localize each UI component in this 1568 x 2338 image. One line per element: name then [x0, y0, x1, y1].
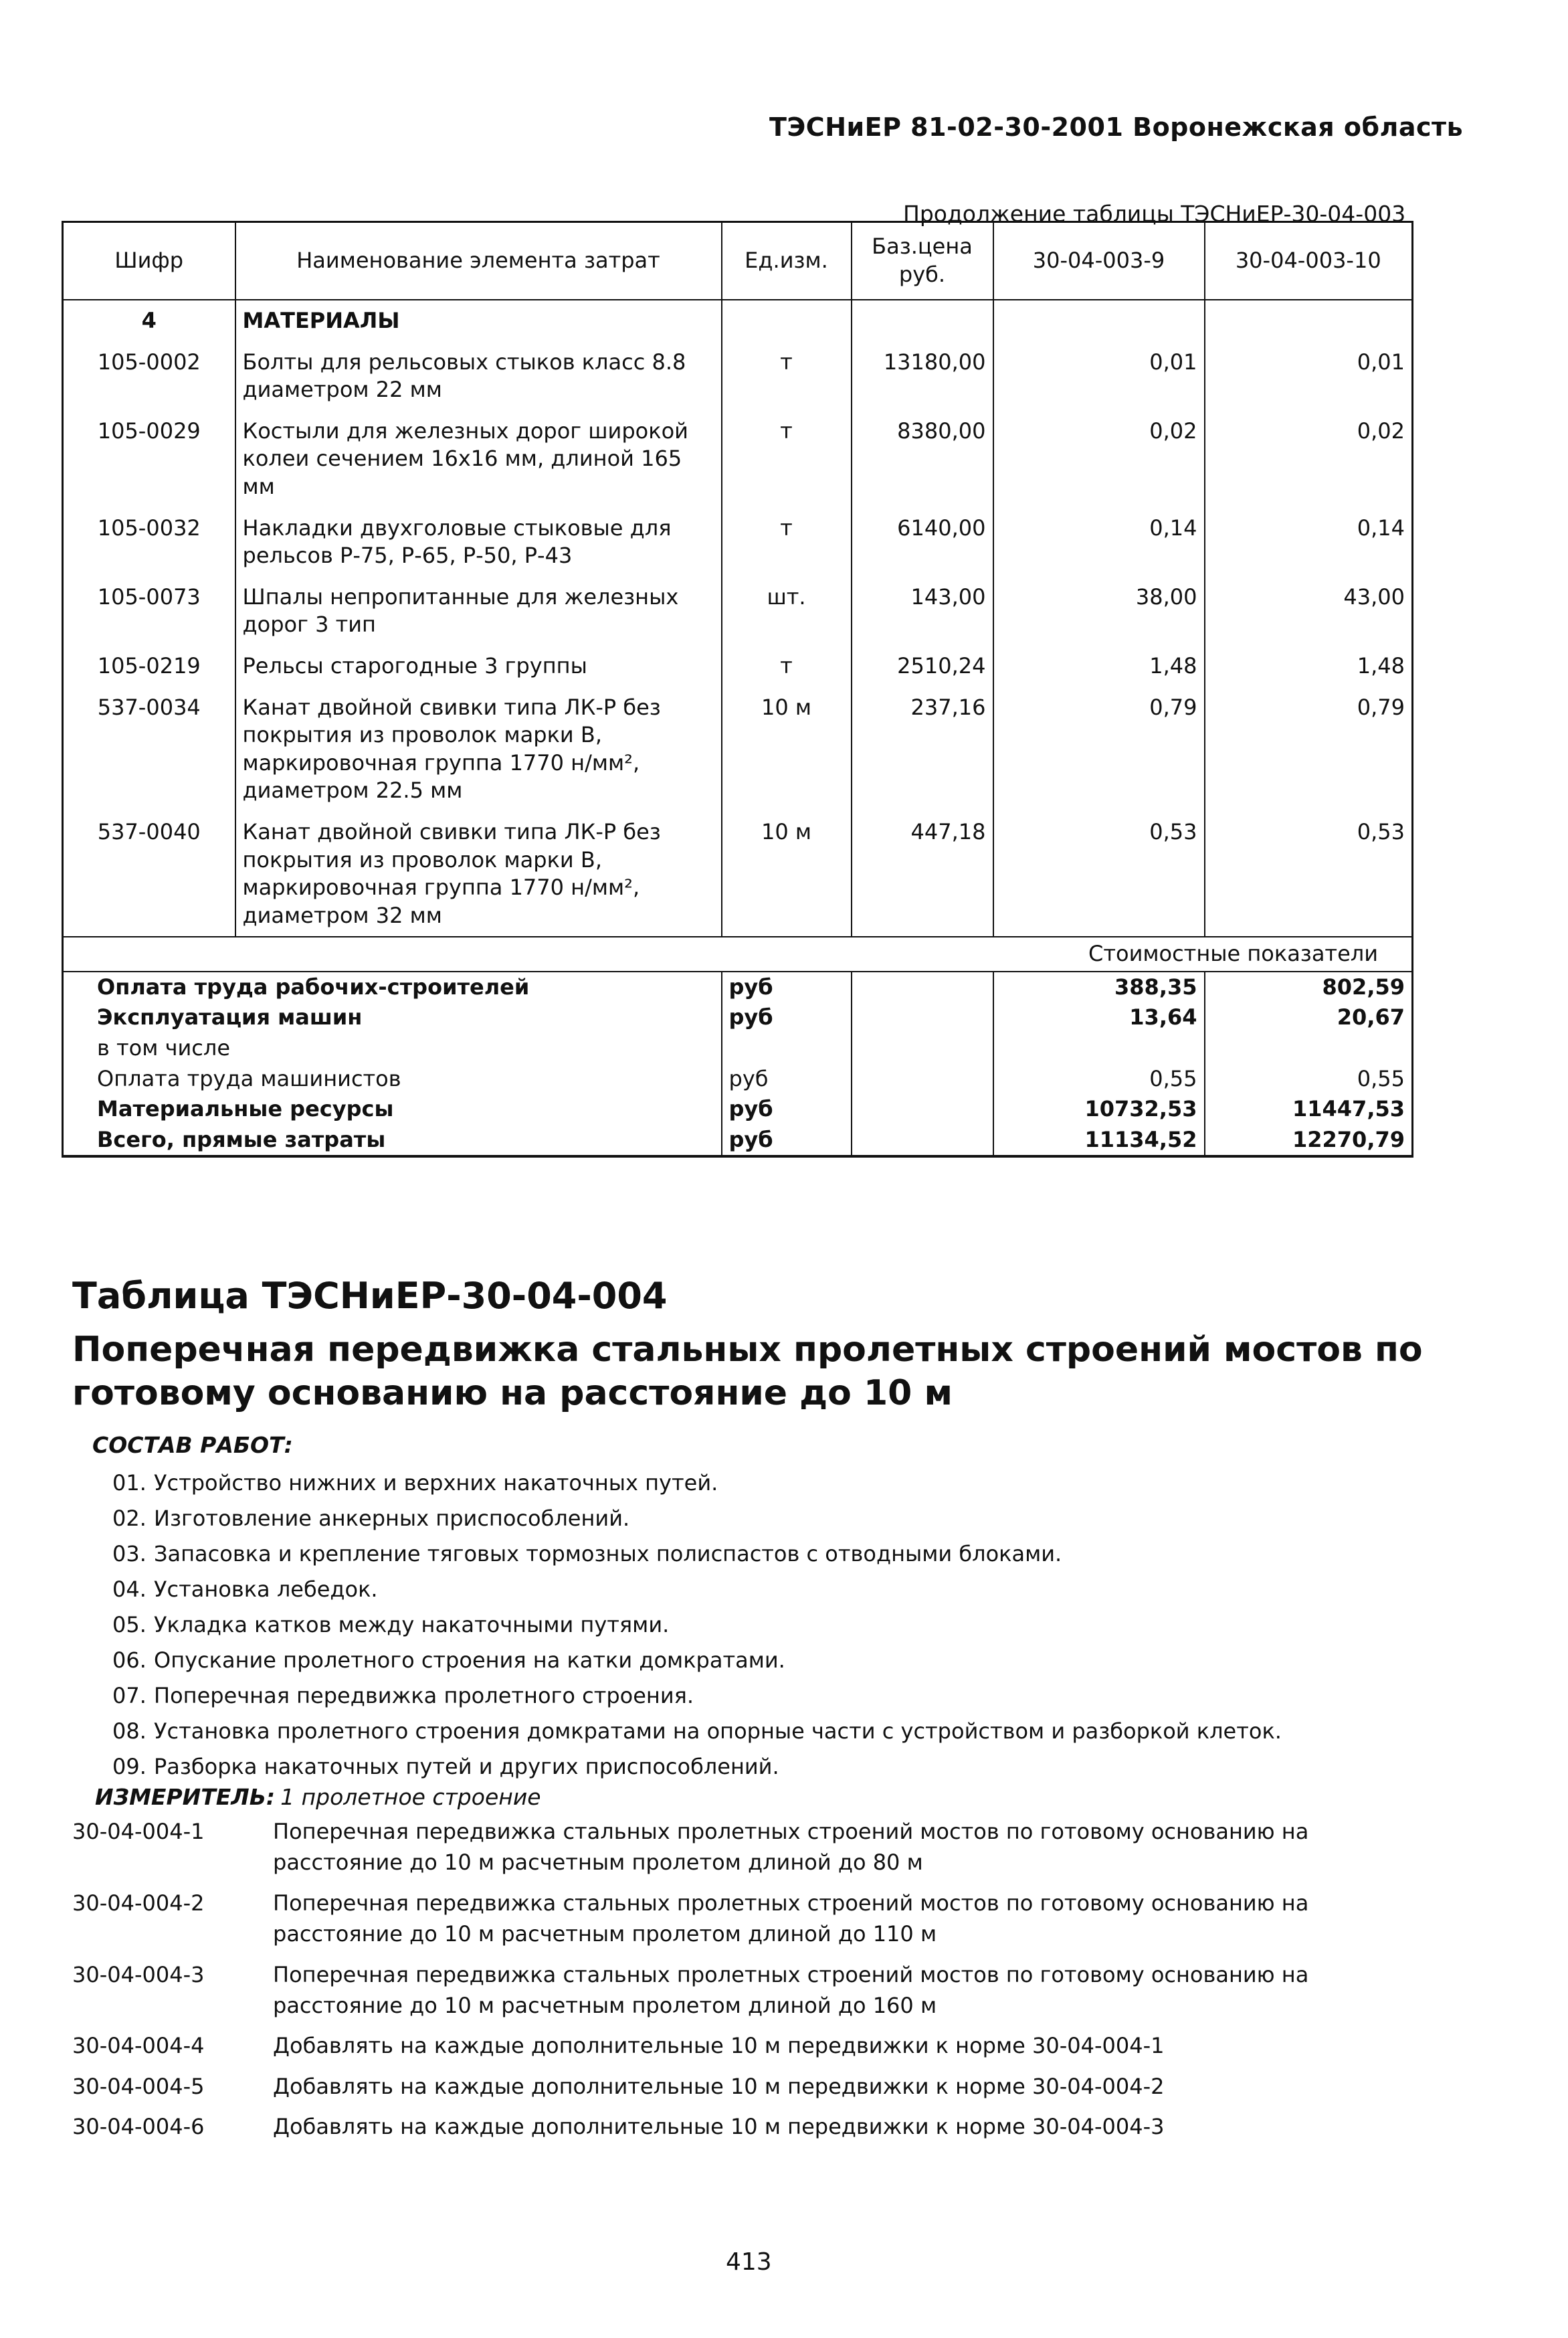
list-item: [112, 1714, 1282, 1749]
row-price: 8380,00: [852, 411, 993, 508]
norm-text: Поперечная передвижка стальных пролетных строений мостов по готовому основанию на расстояние до 10 м расчетным пролетом длиной до 80 м: [273, 1819, 1309, 1876]
cost-row: [63, 1002, 1413, 1033]
cost-label: Материальные ресурсы: [63, 1094, 722, 1125]
list-item: [72, 1888, 1410, 1950]
cost-label: Оплата труда машинистов: [63, 1064, 722, 1095]
meter-label: ИЗМЕРИТЕЛЬ:: [95, 1784, 276, 1810]
work-number: 05.: [112, 1612, 146, 1637]
work-number: 09.: [112, 1754, 146, 1779]
works-list: [112, 1465, 1282, 1785]
row-unit: т: [722, 342, 852, 411]
list-item: [112, 1607, 1282, 1643]
row-name: Канат двойной свивки типа ЛК-Р без покрытия из проволок марки В, маркировочная группа 1770 н/мм², диаметром 32 мм: [235, 812, 722, 937]
work-text: Изготовление анкерных приспособлений.: [154, 1506, 630, 1531]
row-name: Рельсы старогодные 3 группы: [235, 646, 722, 687]
cost-value-10: [1205, 1033, 1413, 1064]
work-text: Разборка накаточных путей и других приспособлений.: [154, 1754, 779, 1779]
work-text: Устройство нижних и верхних накаточных путей.: [154, 1470, 718, 1496]
row-price: 13180,00: [852, 342, 993, 411]
row-value-10: 0,02: [1205, 411, 1413, 508]
row-name: Костыли для железных дорог широкой колеи сечением 16х16 мм, длиной 165 мм: [235, 411, 722, 508]
work-text: Установка пролетного строения домкратами на опорные части с устройством и разборкой клеток.: [154, 1718, 1282, 1744]
section-name: МАТЕРИАЛЫ: [235, 300, 722, 342]
row-price: 143,00: [852, 577, 993, 646]
norms-list: [72, 1816, 1410, 2152]
resources-table: [62, 221, 1413, 1158]
row-unit: 10 м: [722, 687, 852, 812]
cost-row: [63, 972, 1413, 1003]
row-value-10: 0,14: [1205, 508, 1413, 577]
list-item: [112, 1643, 1282, 1678]
cost-value-9: 13,64: [993, 1002, 1205, 1033]
continuation-caption: Продолжение таблицы ТЭСНиЕР-30-04-003: [903, 201, 1406, 227]
page-number: 413: [726, 2248, 772, 2276]
row-unit: шт.: [722, 577, 852, 646]
list-item: [112, 1572, 1282, 1607]
work-number: 07.: [112, 1683, 146, 1708]
work-text: Запасовка и крепление тяговых тормозных полиспастов с отводными блоками.: [154, 1541, 1062, 1566]
table-row: [63, 342, 1413, 411]
list-item: [112, 1501, 1282, 1536]
row-value-9: 0,01: [993, 342, 1205, 411]
cost-unit: руб: [722, 1125, 852, 1157]
row-code: 537-0040: [63, 812, 235, 937]
section-code: 4: [63, 300, 235, 342]
row-code: 105-0002: [63, 342, 235, 411]
norm-text: Добавлять на каждые дополнительные 10 м передвижки к норме 30-04-004-2: [273, 2073, 1165, 2099]
work-number: 02.: [112, 1506, 146, 1531]
table2-title: Таблица ТЭСНиЕР-30-04-004: [72, 1275, 668, 1317]
cost-row: [63, 1033, 1413, 1064]
cost-value-10: 11447,53: [1205, 1094, 1413, 1125]
norm-code: 30-04-004-5: [72, 2073, 205, 2099]
list-item: [72, 2071, 1410, 2102]
row-code: 105-0073: [63, 577, 235, 646]
norm-code: 30-04-004-2: [72, 1890, 205, 1916]
cost-value-9: 10732,53: [993, 1094, 1205, 1125]
list-item: [112, 1465, 1282, 1501]
row-price: 6140,00: [852, 508, 993, 577]
table-row: [63, 508, 1413, 577]
norm-text: Поперечная передвижка стальных пролетных строений мостов по готовому основанию на расстояние до 10 м расчетным пролетом длиной до 160 м: [273, 1961, 1309, 2018]
list-item: [112, 1678, 1282, 1714]
table-row: [63, 646, 1413, 687]
row-value-10: 0,01: [1205, 342, 1413, 411]
list-item: [72, 2030, 1410, 2061]
work-number: 04.: [112, 1577, 146, 1602]
row-value-10: 1,48: [1205, 646, 1413, 687]
list-item: [72, 1959, 1410, 2021]
row-value-9: 0,02: [993, 411, 1205, 508]
row-price: 2510,24: [852, 646, 993, 687]
row-code: 105-0032: [63, 508, 235, 577]
row-unit: т: [722, 646, 852, 687]
cost-header-row: [63, 937, 1413, 972]
row-value-10: 0,79: [1205, 687, 1413, 812]
norm-text: Добавлять на каждые дополнительные 10 м передвижки к норме 30-04-004-1: [273, 2033, 1165, 2059]
cost-label: Оплата труда рабочих-строителей: [63, 972, 722, 1003]
table-row: [63, 411, 1413, 508]
row-value-9: 0,14: [993, 508, 1205, 577]
cost-unit: [722, 1033, 852, 1064]
col-header-name: Наименование элемента затрат: [235, 222, 722, 300]
cost-label: Эксплуатация машин: [63, 1002, 722, 1033]
cost-value-10: 802,59: [1205, 972, 1413, 1003]
meter-line: [95, 1784, 541, 1810]
table2-subtitle: Поперечная передвижка стальных пролетных строений мостов по готовому основанию на расстояние до 10 м: [72, 1330, 1423, 1413]
cost-header: Стоимостные показатели: [63, 937, 1413, 972]
row-name: Накладки двухголовые стыковые для рельсов Р-75, Р-65, Р-50, Р-43: [235, 508, 722, 577]
cost-unit: руб: [722, 972, 852, 1003]
work-number: 03.: [112, 1541, 146, 1566]
row-value-9: 1,48: [993, 646, 1205, 687]
norm-code: 30-04-004-1: [72, 1819, 205, 1844]
cost-label: в том числе: [63, 1033, 722, 1064]
meter-value: 1 пролетное строение: [280, 1784, 541, 1810]
cost-unit: руб: [722, 1064, 852, 1095]
table-row: [63, 577, 1413, 646]
cost-value-10: 20,67: [1205, 1002, 1413, 1033]
row-value-10: 0,53: [1205, 812, 1413, 937]
table-row: [63, 812, 1413, 937]
row-value-9: 0,53: [993, 812, 1205, 937]
work-text: Установка лебедок.: [154, 1577, 378, 1602]
cost-label: Всего, прямые затраты: [63, 1125, 722, 1157]
cost-row: [63, 1094, 1413, 1125]
cost-value-9: 11134,52: [993, 1125, 1205, 1157]
norm-text: Поперечная передвижка стальных пролетных строений мостов по готовому основанию на расстояние до 10 м расчетным пролетом длиной до 110 м: [273, 1890, 1309, 1947]
work-number: 06.: [112, 1647, 146, 1673]
row-name: Шпалы непропитанные для железных дорог 3 тип: [235, 577, 722, 646]
work-text: Опускание пролетного строения на катки домкратами.: [154, 1647, 785, 1673]
work-number: 08.: [112, 1718, 146, 1744]
cost-value-10: 0,55: [1205, 1064, 1413, 1095]
cost-value-9: 0,55: [993, 1064, 1205, 1095]
work-text: Поперечная передвижка пролетного строения.: [154, 1683, 694, 1708]
work-number: 01.: [112, 1470, 146, 1496]
cost-row: [63, 1064, 1413, 1095]
norm-code: 30-04-004-6: [72, 2114, 205, 2140]
cost-unit: руб: [722, 1094, 852, 1125]
row-value-9: 0,79: [993, 687, 1205, 812]
page-header-title: ТЭСНиЕР 81-02-30-2001 Воронежская область: [769, 112, 1464, 142]
row-value-9: 38,00: [993, 577, 1205, 646]
row-code: 105-0219: [63, 646, 235, 687]
row-unit: т: [722, 508, 852, 577]
row-code: 537-0034: [63, 687, 235, 812]
row-price: 447,18: [852, 812, 993, 937]
row-name: Болты для рельсовых стыков класс 8.8 диаметром 22 мм: [235, 342, 722, 411]
work-text: Укладка катков между накаточными путями.: [154, 1612, 670, 1637]
cost-value-9: 388,35: [993, 972, 1205, 1003]
row-unit: т: [722, 411, 852, 508]
section-row: [63, 300, 1413, 342]
row-code: 105-0029: [63, 411, 235, 508]
col-header-norm-9: 30-04-003-9: [993, 222, 1205, 300]
row-name: Канат двойной свивки типа ЛК-Р без покрытия из проволок марки В, маркировочная группа 1770 н/мм², диаметром 22.5 мм: [235, 687, 722, 812]
norm-text: Добавлять на каждые дополнительные 10 м передвижки к норме 30-04-004-3: [273, 2114, 1165, 2140]
table-row: [63, 687, 1413, 812]
row-price: 237,16: [852, 687, 993, 812]
works-heading: СОСТАВ РАБОТ:: [92, 1432, 293, 1458]
norm-code: 30-04-004-3: [72, 1961, 205, 1987]
col-header-code: Шифр: [63, 222, 235, 300]
table-header-row: [63, 222, 1413, 300]
row-unit: 10 м: [722, 812, 852, 937]
cost-value-9: [993, 1033, 1205, 1064]
cost-unit: руб: [722, 1002, 852, 1033]
col-header-price: Баз.цена руб.: [852, 222, 993, 300]
row-value-10: 43,00: [1205, 577, 1413, 646]
cost-row: [63, 1125, 1413, 1157]
col-header-unit: Ед.изм.: [722, 222, 852, 300]
norm-code: 30-04-004-4: [72, 2033, 205, 2059]
list-item: [112, 1749, 1282, 1785]
list-item: [72, 1816, 1410, 1878]
list-item: [72, 2111, 1410, 2142]
list-item: [112, 1536, 1282, 1572]
col-header-norm-10: 30-04-003-10: [1205, 222, 1413, 300]
cost-value-10: 12270,79: [1205, 1125, 1413, 1157]
